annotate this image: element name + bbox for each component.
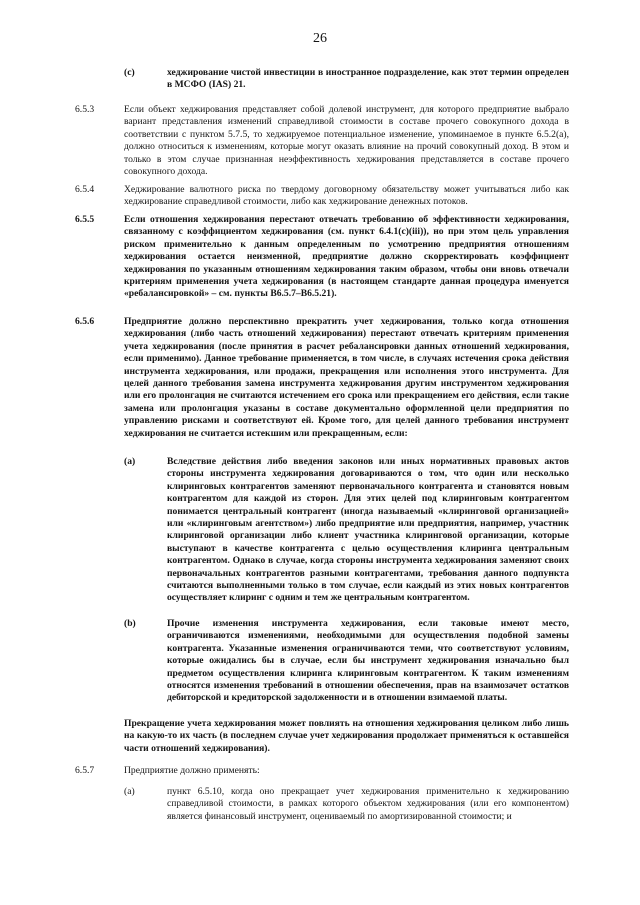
paragraph-6-5-3: Если объект хеджирования представляет собой долевой инструмент, для которого предприятие выбрало вариант представления изменений справедливой стоимости в составе прочего совокупного дохода в соответствии с пунктом 5.7.5, то хеджируемое потенциальное изменение, упоминаемое в пункте 6.5.2(а), должно относиться к изменениям, которые могут оказать влияние на прочий совокупный доход. В этом и только в этом случае признанная неэффективность хеджирования представляется в составе прочего совокупного дохода.	[124, 104, 569, 178]
paragraph-6-5-5: Если отношения хеджирования перестают отвечать требованию об эффективности хеджирования, связанному с коэффициентом хеджирования (см. пункт 6.4.1(с)(iii)), но при этом цель управления риском применительно к данным определенным по усмотрению предприятия отношениям хеджирования остается неизменной, предприятие должно скорректировать коэффициент хеджирования по указанным отношениям хеджирования таким образом, чтобы они вновь отвечали критериям применения учета хеджирования (в настоящем стандарте данная процедура именуется «ребалансировкой» – см. пункты В6.5.7–В6.5.21).	[124, 214, 569, 300]
paragraph-number-6-5-3: 6.5.3	[75, 104, 95, 115]
item-6-5-6-a-text: Вследствие действия либо введения законов или иных нормативных правовых актов стороны инструмента хеджирования договариваются о том, что один или несколько клиринговых контрагентов заменяют первоначального контрагента и становятся новым контрагентом для каждой из сторон. Для этих целей под клиринговым контрагентом понимается центральный контрагент (иногда называемый «клиринговой организацией» или «клиринговым агентством») либо предприятие или предприятия, например, участник клиринговой организации либо клиент участника клиринговой организации, которые выступают в качестве контрагента с целью осуществления клиринга центральным контрагентом. Однако в случае, когда стороны инструмента хеджирования заменяют своих первоначальных контрагентов разными контрагентами, требования данного подпункта считаются выполненными только в том случае, если каждый из этих новых контрагентов осуществляет клиринг с одним и тем же центральным контрагентом.	[167, 456, 569, 604]
paragraph-6-5-6: Предприятие должно перспективно прекратить учет хеджирования, только когда отношения хеджирования (либо часть отношений хеджирования) перестают отвечать критериям применения учета хеджирования (после принятия в расчет ребалансировки данных отношений хеджирования, если применимо). Данное требование применяется, в том числе, в случаях истечения срока действия инструмента хеджирования, или продажи, прекращения или исполнения этого инструмента. Для целей данного требования замена инструмента хеджирования другим инструментом хеджирования или его пролонгация не считаются истечением его срока или прекращением его действия, если такие замена или пролонгация указаны в составе документально оформленной цели предприятия по управлению рисками и соответствуют ей. Кроме того, для целей данного требования инструмент хеджирования не считается истекшим или прекращенным, если:	[124, 316, 569, 439]
page-number: 26	[313, 31, 327, 46]
paragraph-number-6-5-5: 6.5.5	[75, 214, 95, 225]
item-6-5-7-a-label: (a)	[124, 786, 135, 797]
item-6-5-6-a-label: (a)	[124, 456, 136, 467]
paragraph-number-6-5-6: 6.5.6	[75, 316, 95, 327]
item-c-label: (c)	[124, 67, 135, 78]
paragraph-number-6-5-7: 6.5.7	[75, 765, 95, 776]
item-6-5-6-b-text: Прочие изменения инструмента хеджирования, если таковые имеют место, ограничиваются изменениями, необходимыми для осуществления подобной замены контрагента. Указанные изменения ограничиваются теми, что соответствуют условиям, которые ожидались бы в случае, если бы инструмент хеджирования изначально был предметом осуществления клиринга клиринговым контрагентом. К таким изменениям относятся изменения требований в отношении обеспечения, прав на взаимозачет остатков дебиторской и кредиторской задолженности и в отношении взимаемой платы.	[167, 618, 569, 704]
paragraph-number-6-5-4: 6.5.4	[75, 184, 95, 195]
item-6-5-6-b-label: (b)	[124, 618, 136, 629]
paragraph-6-5-7: Предприятие должно применять:	[124, 765, 260, 776]
paragraph-6-5-4: Хеджирование валютного риска по твердому договорному обязательству может учитываться либо как хеджирование справедливой стоимости, либо как хеджирование денежных потоков.	[124, 184, 569, 208]
item-c-text: хеджирование чистой инвестиции в иностранное подразделение, как этот термин определен в МСФО (IAS) 21.	[167, 67, 569, 91]
item-6-5-7-a-text: пункт 6.5.10, когда оно прекращает учет хеджирования применительно к хеджированию справедливой стоимости, в рамках которого объектом хеджирования (или его компонентом) является финансовый инструмент, оцениваемый по амортизированной стоимости; и	[167, 786, 569, 822]
paragraph-6-5-6-closing: Прекращение учета хеджирования может повлиять на отношения хеджирования целиком либо лишь на какую-то их часть (в последнем случае учет хеджирования продолжает применяться к оставшейся части отношений хеджирования).	[124, 718, 569, 754]
